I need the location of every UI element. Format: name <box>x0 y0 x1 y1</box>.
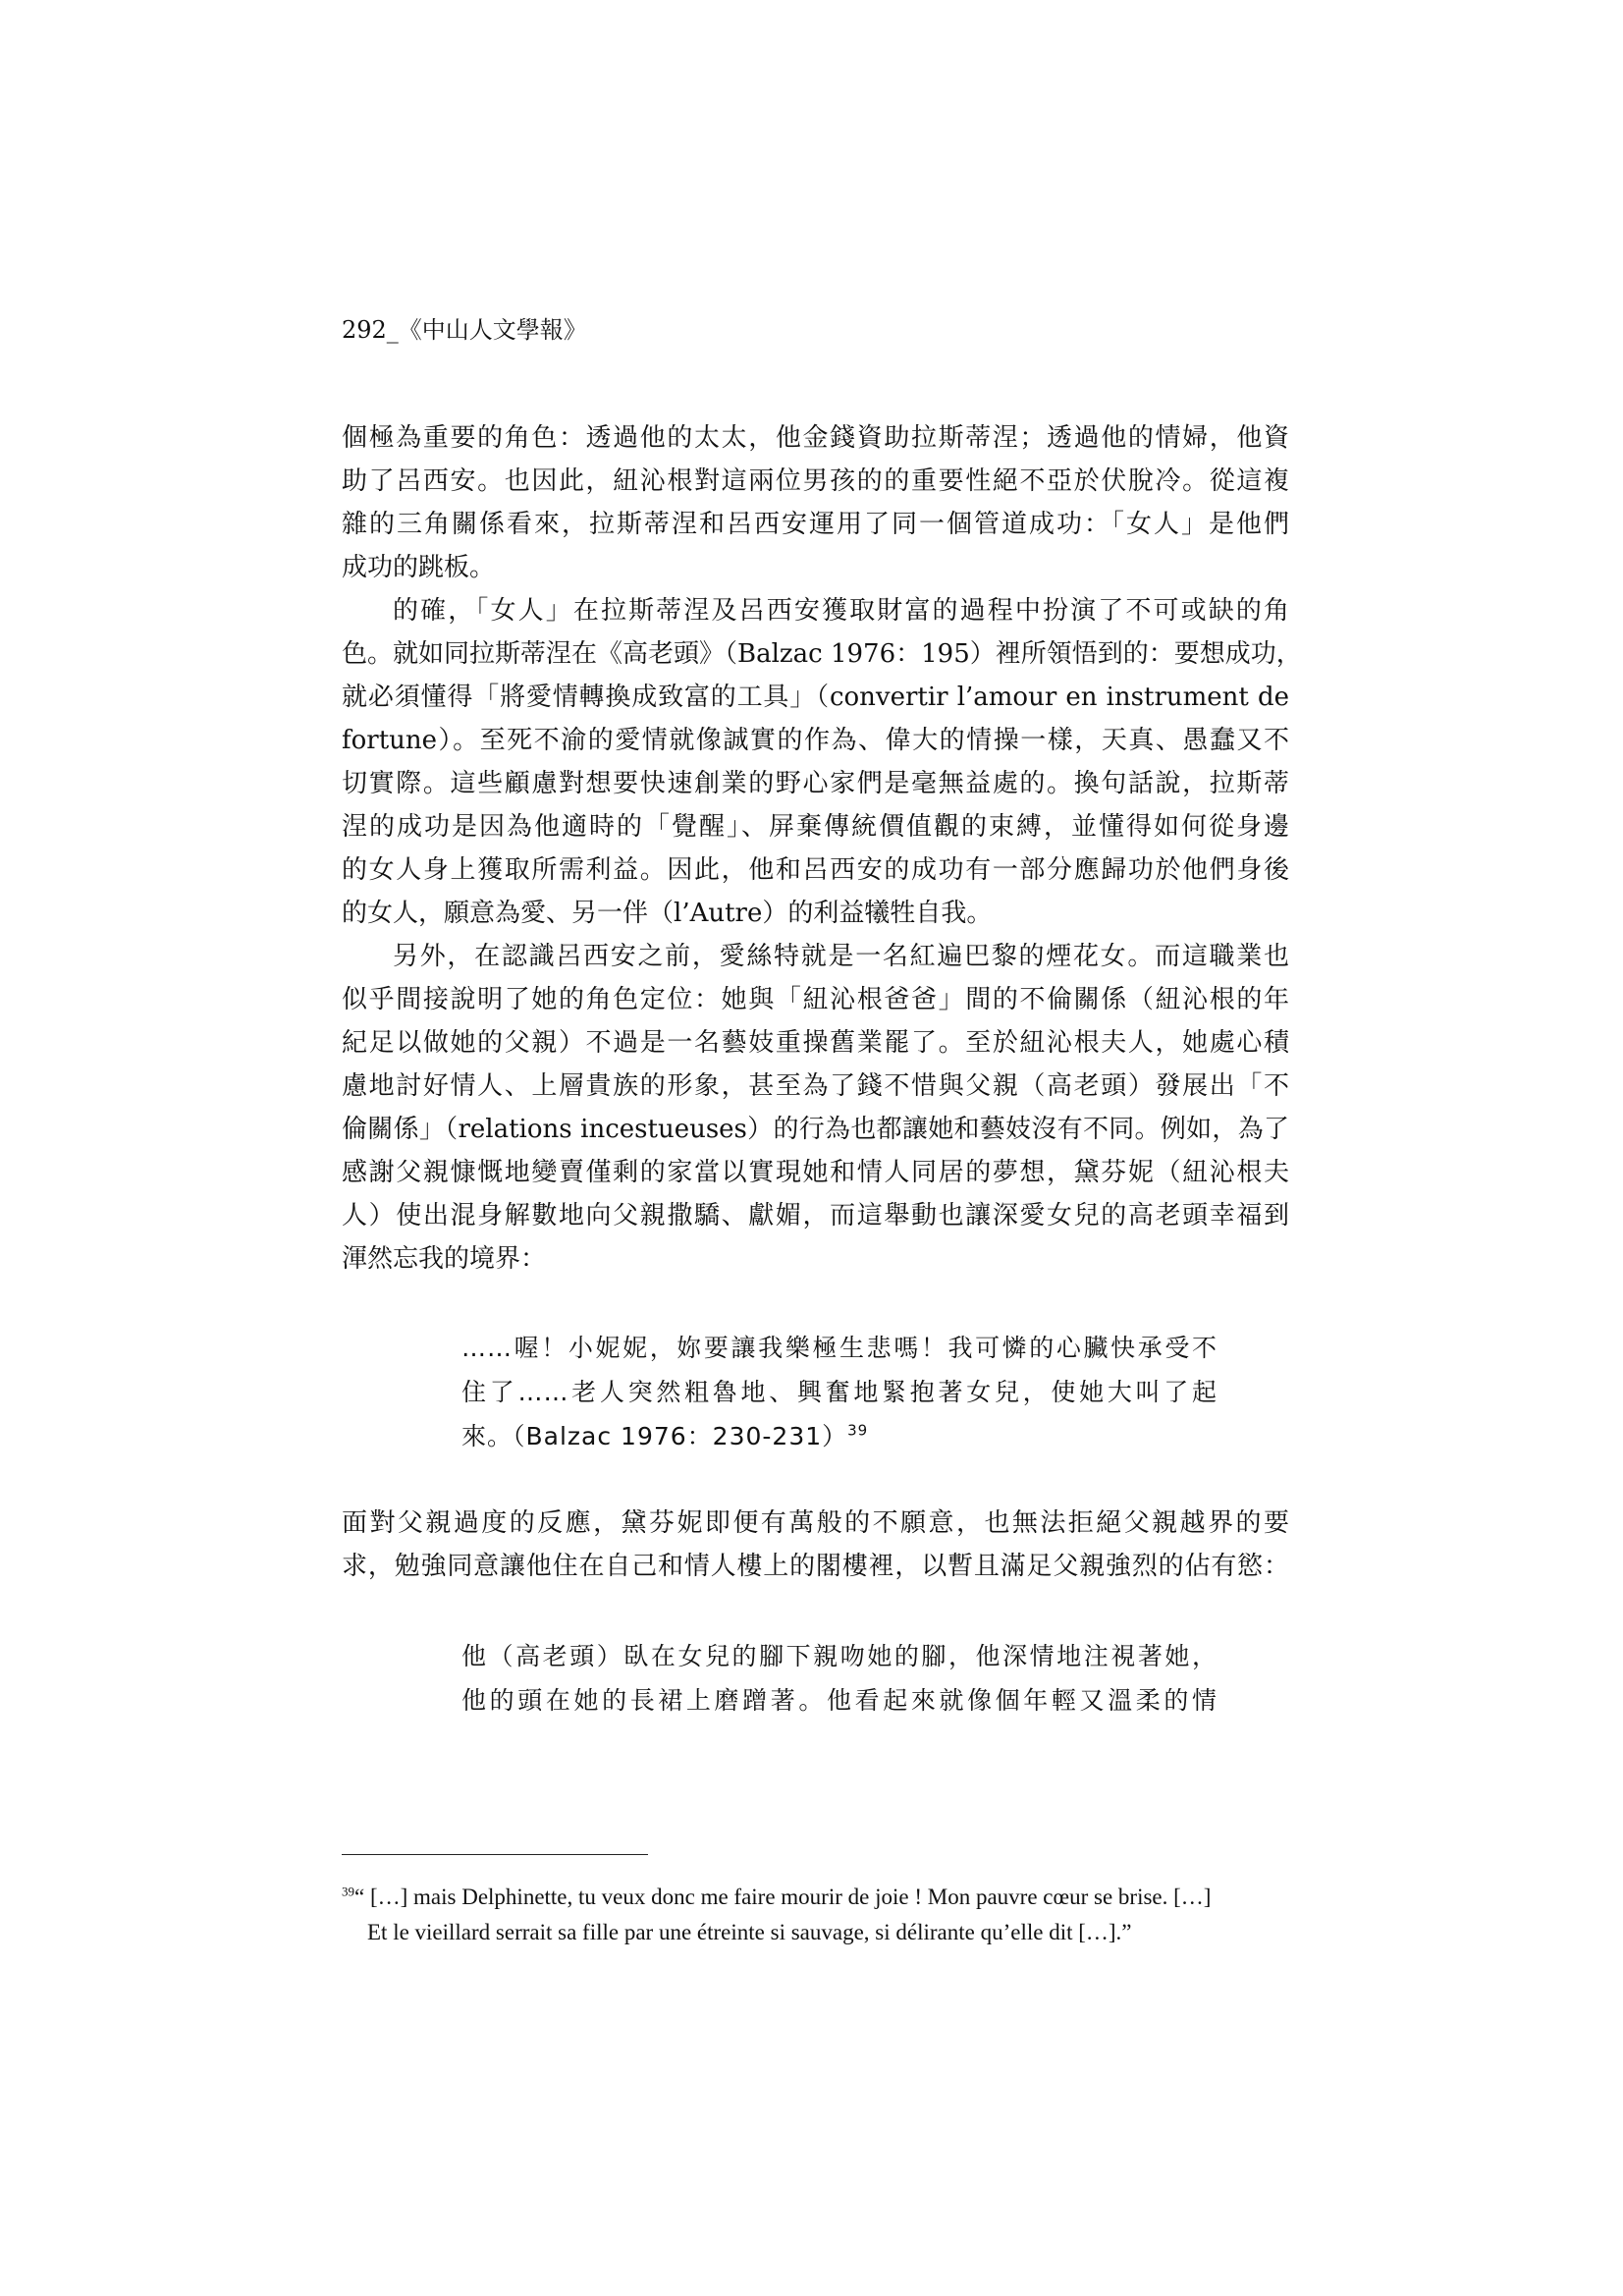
block-quote-line: 他的頭在她的長裙上磨蹭著。他看起來就像個年輕又溫柔的情 <box>461 1686 1217 1715</box>
body-text-line: 感謝父親慷慨地變賣僅剩的家當以實現她和情人同居的夢想，黛芬妮（紐沁根夫 <box>342 1158 1289 1187</box>
block-quote-line: 住了……老人突然粗魯地、興奮地緊抱著女兒，使她大叫了起 <box>461 1378 1217 1406</box>
body-text-line: 面對父親過度的反應，黛芬妮即便有萬般的不願意，也無法拒絕父親越界的要 <box>342 1508 1289 1538</box>
body-text-line: 成功的跳板。 <box>342 553 496 582</box>
body-text-line: 切實際。這些顧慮對想要快速創業的野心家們是毫無益處的。換句話說，拉斯蒂 <box>342 769 1289 798</box>
footnote-number: 39 <box>342 1884 354 1899</box>
body-text-line: 的女人，願意為愛、另一伴（l’Autre）的利益犧牲自我。 <box>342 899 993 928</box>
body-text-line: fortune）。至死不渝的愛情就像誠實的作為、偉大的情操一樣，天真、愚蠢又不 <box>342 726 1289 755</box>
body-text-line: 的女人身上獲取所需利益。因此，他和呂西安的成功有一部分應歸功於他們身後 <box>342 855 1289 885</box>
footnote-text: “ […] mais Delphinette, tu veux donc me faire mourir de joie ! Mon pauvre cœur se brise. […] <box>354 1885 1212 1909</box>
body-text-line: 求，勉強同意讓他住在自己和情人樓上的閣樓裡，以暫且滿足父親強烈的佔有慾： <box>342 1552 1289 1581</box>
body-text-line: 似乎間接說明了她的角色定位：她與「紐沁根爸爸」間的不倫關係（紐沁根的年 <box>342 985 1289 1014</box>
body-text-line: 就必須懂得「將愛情轉換成致富的工具」（convertir l’amour en instrument de <box>342 683 1289 712</box>
body-text-line: 色。就如同拉斯蒂涅在《高老頭》（Balzac 1976：195）裡所領悟到的：要想成功， <box>342 639 1302 669</box>
body-text-line: 助了呂西安。也因此，紐沁根對這兩位男孩的的重要性絕不亞於伏脫冷。從這複 <box>342 466 1289 496</box>
footnote-reference[interactable]: 39 <box>847 1421 869 1440</box>
block-quote-text: 來。（Balzac 1976：230-231） <box>461 1422 848 1450</box>
block-quote-line: ……喔！小妮妮，妳要讓我樂極生悲嗎！我可憐的心臟快承受不 <box>461 1334 1217 1362</box>
body-text-line: 紀足以做她的父親）不過是一名藝妓重操舊業罷了。至於紐沁根夫人，她處心積 <box>342 1028 1289 1058</box>
body-text-line: 的確，「女人」在拉斯蒂涅及呂西安獲取財富的過程中扮演了不可或缺的角 <box>393 596 1289 626</box>
footnote-line: Et le vieillard serrait sa fille par une étreinte si sauvage, si délirante qu’elle dit […].” <box>367 1920 1132 1944</box>
block-quote-line <box>461 1417 1217 1456</box>
body-text-line: 渾然忘我的境界： <box>342 1244 547 1274</box>
body-text-line: 涅的成功是因為他適時的「覺醒」、屏棄傳統價值觀的束縛，並懂得如何從身邊 <box>342 812 1289 842</box>
running-head: 292_《中山人文學報》 <box>342 316 587 344</box>
body-text-line: 另外，在認識呂西安之前，愛絲特就是一名紅遍巴黎的煙花女。而這職業也 <box>393 942 1289 971</box>
body-text-line: 倫關係」（relations incestueuses）的行為也都讓她和藝妓沒有不同。例如，為了 <box>342 1115 1289 1144</box>
body-text-line: 雜的三角關係看來，拉斯蒂涅和呂西安運用了同一個管道成功：「女人」是他們 <box>342 510 1289 539</box>
block-quote-line: 他（高老頭）臥在女兒的腳下親吻她的腳，他深情地注視著她， <box>461 1642 1217 1670</box>
footnote-line <box>342 1882 1289 1913</box>
body-text-line: 個極為重要的角色：透過他的太太，他金錢資助拉斯蒂涅；透過他的情婦，他資 <box>342 423 1289 453</box>
footnote-separator <box>342 1854 648 1855</box>
body-text-line: 人）使出混身解數地向父親撒驕、獻媚，而這舉動也讓深愛女兒的高老頭幸福到 <box>342 1201 1289 1230</box>
body-text-line: 慮地討好情人、上層貴族的形象，甚至為了錢不惜與父親（高老頭）發展出「不 <box>342 1071 1289 1101</box>
